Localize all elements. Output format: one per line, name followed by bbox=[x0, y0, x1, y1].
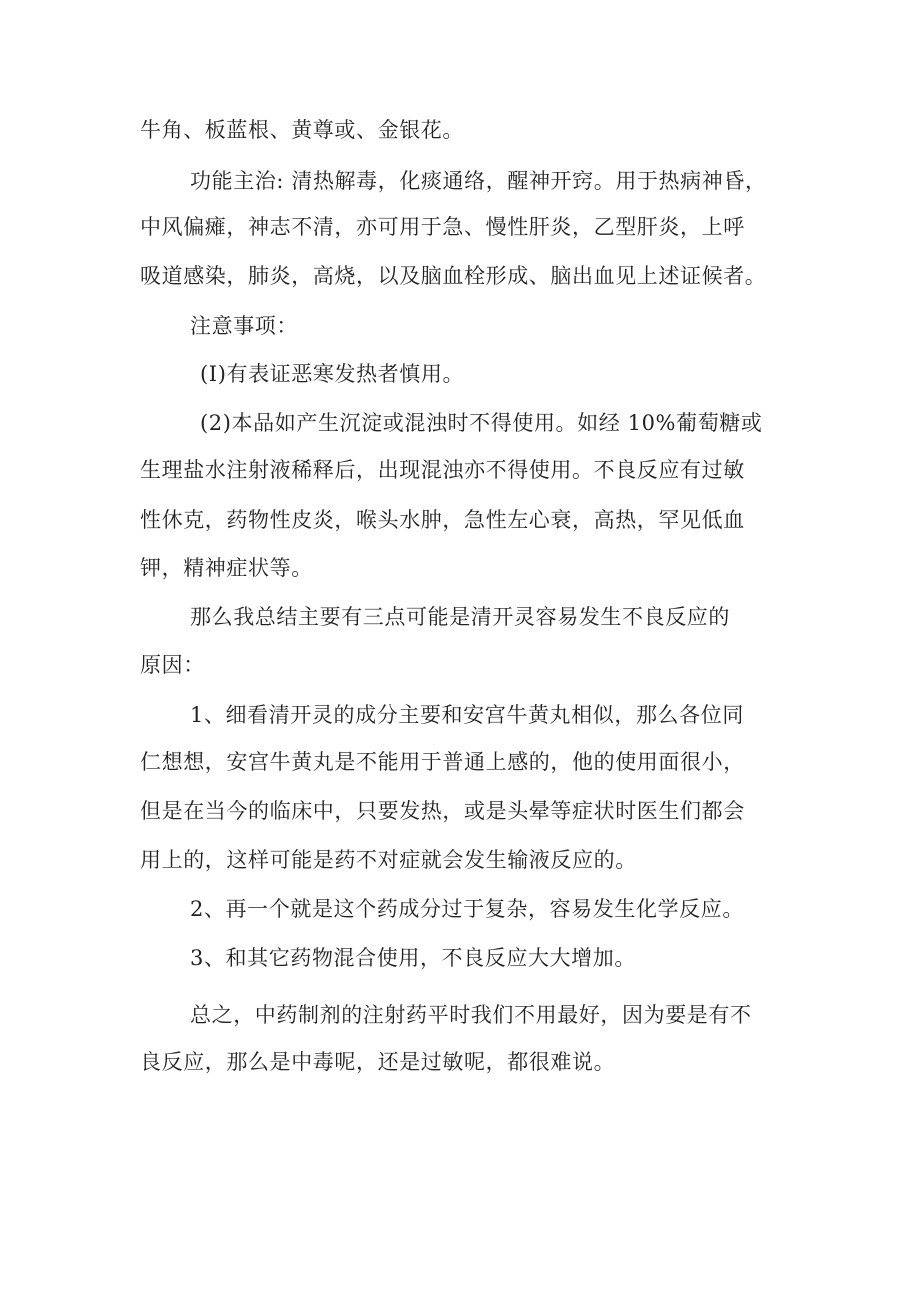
text-line-conclusion-end: 良反应，那么是中毒呢，还是过敏呢，都很难说。 bbox=[140, 1050, 616, 1074]
text-line-summary-intro: 那么我总结主要有三点可能是清开灵容易发生不良反应的 bbox=[190, 605, 730, 629]
text-line-conclusion: 总之，中药制剂的注射药平时我们不用最好，因为要是有不 bbox=[190, 1003, 752, 1027]
text-line-precaution-2: (2)本品如产生沉淀或混浊时不得使用。如经 10%葡萄糖或 bbox=[200, 411, 763, 435]
text-line-indications-cont: 中风偏瘫，神志不清，亦可用于急、慢性肝炎，乙型肝炎，上呼 bbox=[140, 215, 745, 239]
text-line-summary-intro-end: 原因： bbox=[140, 653, 205, 677]
text-line-precautions-heading: 注意事项： bbox=[190, 314, 298, 338]
text-line-precaution-2-end: 钾，精神症状等。 bbox=[140, 556, 313, 580]
text-line-ingredients-end: 牛角、板蓝根、黄尊或、金银花。 bbox=[140, 118, 464, 142]
text-line-reason-1-end: 用上的，这样可能是药不对症就会发生输液反应的。 bbox=[140, 848, 637, 872]
text-line-reason-1-cont-2: 但是在当今的临床中，只要发热，或是头晕等症状时医生们都会 bbox=[140, 799, 745, 823]
text-line-precaution-2-cont: 生理盐水注射液稀释后，出现混浊亦不得使用。不良反应有过敏 bbox=[140, 458, 745, 482]
text-line-precaution-1: (I)有表证恶寒发热者慎用。 bbox=[200, 362, 465, 386]
text-line-reason-2: 2、再一个就是这个药成分过于复杂，容易发生化学反应。 bbox=[190, 897, 744, 921]
text-line-reason-1-cont: 仁想想，安宫牛黄丸是不能用于普通上感的，他的使用面很小， bbox=[140, 750, 745, 774]
text-line-reason-3: 3、和其它药物混合使用，不良反应大大增加。 bbox=[190, 946, 636, 970]
text-line-indications: 功能主治: 清热解毒，化痰通络，醒神开窍。用于热病神昏， bbox=[190, 169, 767, 193]
text-line-precaution-2-cont-2: 性休克，药物性皮炎，喉头水肿，急性左心衰，高热，罕见低血 bbox=[140, 508, 745, 532]
text-line-indications-end: 吸道感染，肺炎，高烧，以及脑血栓形成、脑出血见上述证候者。 bbox=[140, 264, 767, 288]
text-line-reason-1: 1、细看清开灵的成分主要和安宫牛黄丸相似，那么各位同 bbox=[190, 703, 744, 727]
